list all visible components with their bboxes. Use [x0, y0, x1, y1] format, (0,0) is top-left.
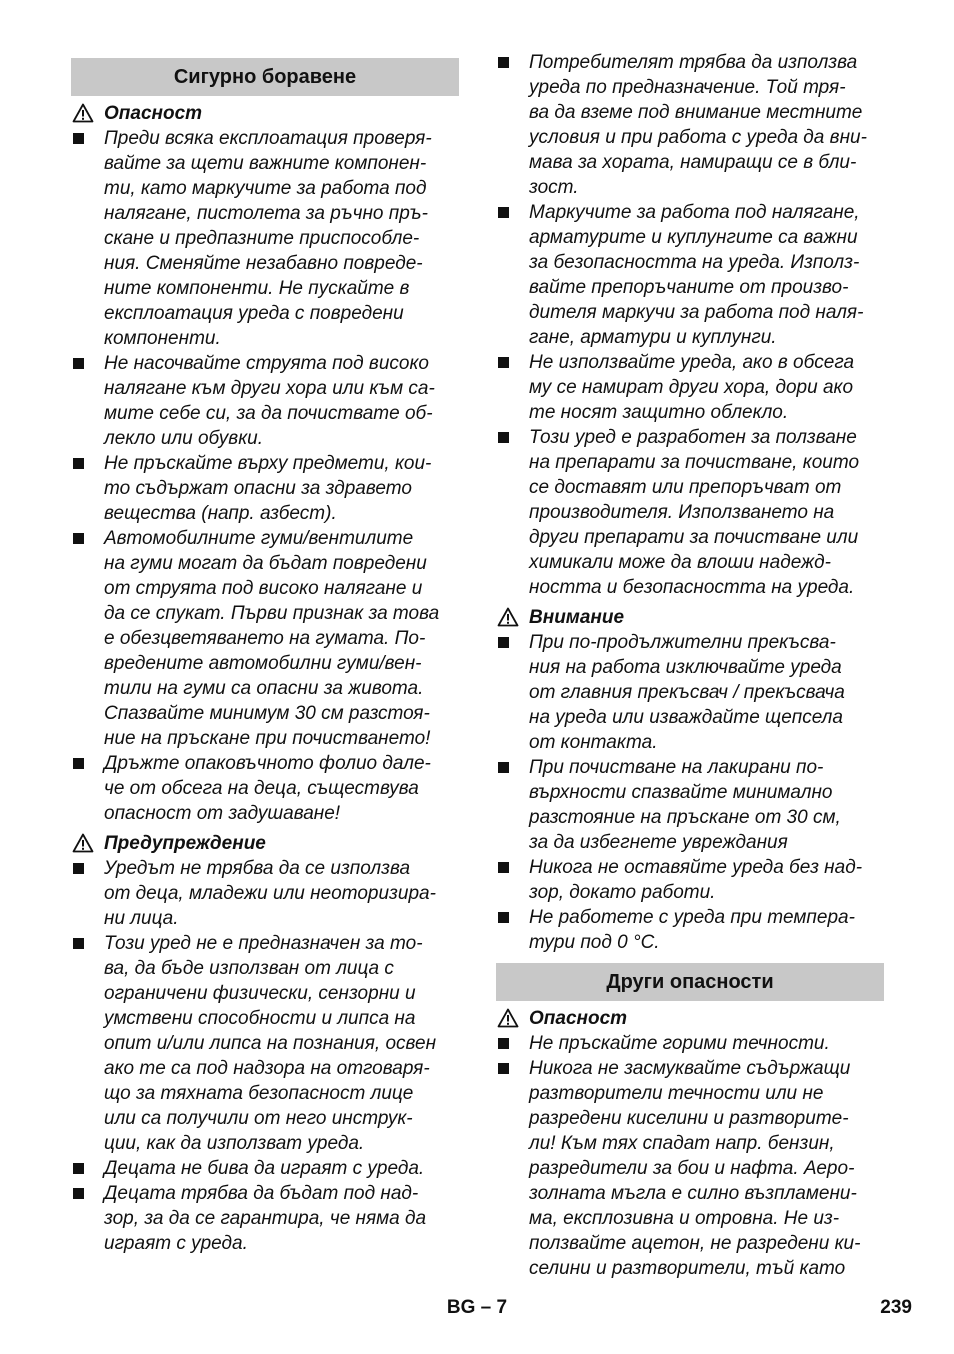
list-item-line: При почистване на лакирани по-	[529, 757, 824, 778]
bullet-list	[496, 630, 884, 955]
square-bullet-icon	[498, 1038, 509, 1049]
list-item-line: Децата не бива да играят с уреда.	[104, 1158, 425, 1179]
list-item-line: золната мъгла е силно възпламени-	[529, 1183, 857, 1204]
list-item-line: ните компоненти. Не пускайте в	[104, 278, 410, 299]
list-item-line: вайте за щети важните компонен-	[104, 153, 427, 174]
list-item-line: гане, арматури и куплунги.	[529, 327, 777, 348]
list-item-line: те носят защитно облекло.	[529, 402, 789, 423]
square-bullet-icon	[73, 358, 84, 369]
danger-heading	[71, 101, 459, 126]
square-bullet-icon	[498, 912, 509, 923]
list-item-line: то съдържат опасни за здравето	[104, 478, 412, 499]
list-item	[496, 905, 884, 955]
list-item	[496, 755, 884, 855]
square-bullet-icon	[498, 637, 509, 648]
square-bullet-icon	[73, 938, 84, 949]
list-item-line: ността и безопасността на уреда.	[529, 577, 855, 598]
list-item-line: производителя. Използването на	[529, 502, 835, 523]
bullet-list	[71, 126, 459, 826]
list-item	[71, 751, 459, 826]
left-groups	[71, 101, 459, 1256]
list-item-line: Уредът не трябва да се използва	[104, 858, 411, 879]
list-item-line: че от обсега на деца, съществува	[104, 778, 419, 799]
list-item-line: умствени способности и липса на	[104, 1008, 416, 1029]
list-item-line: химикали може да влоши надежд-	[529, 552, 831, 573]
list-item-line: му се намират други хора, дори ако	[529, 377, 854, 398]
list-item-line: Маркучите за работа под налягане,	[529, 202, 860, 223]
list-item-line: ли! Към тях спадат напр. бензин,	[529, 1133, 835, 1154]
list-item	[71, 451, 459, 526]
square-bullet-icon	[73, 863, 84, 874]
list-item-line: Не работете с уреда при темпера-	[529, 907, 855, 928]
list-item-line: ма, експлозивна и отровна. Не из-	[529, 1208, 840, 1229]
list-item-line: експлоатация уреда с повредени	[104, 303, 404, 324]
list-item	[71, 1156, 459, 1181]
square-bullet-icon	[73, 533, 84, 544]
list-item	[496, 1031, 884, 1056]
list-item	[496, 200, 884, 350]
square-bullet-icon	[73, 758, 84, 769]
list-item-line: налягане към други хора или към са-	[104, 378, 435, 399]
list-item-line: от контакта.	[529, 732, 658, 753]
list-item-line: ва, да бъде използван от лица с	[104, 958, 394, 979]
list-item-line: е обезцветяването на гумата. По-	[104, 628, 426, 649]
list-item-line: Потребителят трябва да използва	[529, 52, 858, 73]
list-item-line: Никога не засмуквайте съдържащи	[529, 1058, 851, 1079]
list-item	[71, 526, 459, 751]
warning-heading	[71, 831, 459, 856]
list-item-line: вайте препоръчаните от произво-	[529, 277, 849, 298]
list-item-line: Автомобилните гуми/вентилите	[104, 528, 414, 549]
list-item-line: от струята под високо налягане и	[104, 578, 423, 599]
list-item-line: мите себе си, за да почиствате об-	[104, 403, 433, 424]
list-item-line: да се спукат. Първи признак за това	[104, 603, 440, 624]
list-item-line: мава за хората, намиращи се в бли-	[529, 152, 857, 173]
list-item-line: налягане, пистолета за ръчно пръ-	[104, 203, 428, 224]
danger-heading	[496, 1006, 884, 1031]
list-item-line: ния. Сменяйте незабавно повреде-	[104, 253, 423, 274]
list-item-line: ако те са под надзора на отговаря-	[104, 1058, 430, 1079]
list-item-line: зор, докато работи.	[529, 882, 716, 903]
list-item	[496, 350, 884, 425]
list-item-line: на уреда или изваждайте щепсела	[529, 707, 843, 728]
list-item-line: се доставят или препоръчват от	[529, 477, 842, 498]
list-item-line: Спазвайте минимум 30 см разстоя-	[104, 703, 430, 724]
danger-heading-label: Опасност	[104, 103, 203, 124]
list-item-line: що за тяхната безопасност лице	[104, 1083, 414, 1104]
square-bullet-icon	[73, 133, 84, 144]
list-item-line: опасност от задушаване!	[104, 803, 341, 824]
list-item-line: ползвайте ацетон, не разредени ки-	[529, 1233, 861, 1254]
list-item-line: компоненти.	[104, 328, 221, 349]
list-item-line: тури под 0 °C.	[529, 932, 660, 953]
list-item-line: При по-продължителни прекъсва-	[529, 632, 836, 653]
list-item-line: играят с уреда.	[104, 1233, 248, 1254]
list-item-line: зост.	[529, 177, 579, 198]
list-item-line: Дръжте опаковъчното фолио дале-	[104, 753, 431, 774]
hazard-group	[71, 831, 459, 1256]
bullet-list	[71, 856, 459, 1256]
list-item-line: или са получили от него инструк-	[104, 1108, 413, 1129]
square-bullet-icon	[498, 57, 509, 68]
footer-label: BG – 7	[446, 1297, 508, 1318]
list-item-line: Преди всяка експлоатация проверя-	[104, 128, 432, 149]
square-bullet-icon	[498, 862, 509, 873]
danger-group	[496, 1006, 884, 1281]
list-item-line: от главния прекъсвач / прекъсвача	[529, 682, 845, 703]
warning-heading-label: Предупреждение	[104, 833, 266, 854]
list-item-line: тили на гуми са опасни за живота.	[104, 678, 424, 699]
list-item-line: арматурите и куплунгите са важни	[529, 227, 858, 248]
list-item-line: ние на пръскане при почистването!	[104, 728, 431, 749]
page-number: 239	[880, 1297, 912, 1318]
list-item	[496, 425, 884, 600]
bullet-list	[496, 1031, 884, 1281]
list-item-line: вещества (напр. азбест).	[104, 503, 337, 524]
square-bullet-icon	[73, 1163, 84, 1174]
list-item-line: Никога не оставяйте уреда без над-	[529, 857, 863, 878]
list-item	[71, 351, 459, 451]
list-item-line: ния на работа изключвайте уреда	[529, 657, 842, 678]
list-item-line: за да избегнете увреждания	[529, 832, 788, 853]
attention-heading	[496, 605, 884, 630]
list-item-line: Не пръскайте горими течности.	[529, 1033, 830, 1054]
square-bullet-icon	[498, 762, 509, 773]
square-bullet-icon	[498, 1063, 509, 1074]
section-title-safe-handling: Сигурно боравене	[71, 58, 459, 96]
list-item-line: Не използвайте уреда, ако в обсега	[529, 352, 855, 373]
hazard-group	[71, 101, 459, 826]
square-bullet-icon	[73, 1188, 84, 1199]
list-item-line: селини и разтворители, тъй като	[529, 1258, 846, 1279]
list-item-line: разредени киселини и разтворите-	[529, 1108, 849, 1129]
list-item	[71, 126, 459, 351]
list-item-line: Не пръскайте върху предмети, кои-	[104, 453, 432, 474]
list-item	[71, 1181, 459, 1256]
list-item-line: други препарати за почистване или	[529, 527, 859, 548]
list-item	[496, 50, 884, 200]
list-item-line: ти, като маркучите за работа под	[104, 178, 427, 199]
list-item-line: опит и/или липса на познания, освен	[104, 1033, 437, 1054]
list-item-line: Този уред не е предназначен за то-	[104, 933, 423, 954]
attention-group	[496, 605, 884, 955]
list-item	[496, 1056, 884, 1281]
list-item-line: вредените автомобилни гуми/вен-	[104, 653, 422, 674]
attention-heading-label: Внимание	[529, 607, 625, 628]
list-item-line: дителя маркучи за работа под наля-	[529, 302, 864, 323]
right-column	[496, 50, 884, 1281]
list-item-line: Този уред е разработен за ползване	[529, 427, 857, 448]
list-item-line: зор, за да се гарантира, че няма да	[104, 1208, 427, 1229]
list-item-line: разтворители течности или не	[529, 1083, 824, 1104]
list-item	[496, 630, 884, 755]
list-item-line: Не насочвайте струята под високо	[104, 353, 429, 374]
square-bullet-icon	[73, 458, 84, 469]
right-intro-list	[496, 50, 884, 600]
square-bullet-icon	[498, 357, 509, 368]
square-bullet-icon	[498, 432, 509, 443]
list-item-line: на препарати за почистване, които	[529, 452, 860, 473]
list-item-line: върхности спазвайте минимално	[529, 782, 833, 803]
list-item-line: на гуми могат да бъдат повредени	[104, 553, 427, 574]
list-item-line: разстояние на пръскане от 30 см,	[529, 807, 841, 828]
danger-heading-label: Опасност	[529, 1008, 628, 1029]
section-title-other-hazards: Други опасности	[496, 963, 884, 1001]
list-item-line: за безопасността на уреда. Използ-	[529, 252, 860, 273]
list-item	[71, 931, 459, 1156]
list-item-line: ни лица.	[104, 908, 179, 929]
list-item	[71, 856, 459, 931]
list-item	[496, 855, 884, 905]
list-item-line: уреда по предназначение. Той тря-	[529, 77, 846, 98]
list-item-line: ва да вземе под внимание местните	[529, 102, 863, 123]
list-item-line: лекло или обувки.	[104, 428, 264, 449]
list-item-line: условия и при работа с уреда да вни-	[529, 127, 867, 148]
list-item-line: разредители за бои и нафта. Аеро-	[529, 1158, 855, 1179]
list-item-line: скане и предпазните приспособле-	[104, 228, 420, 249]
list-item-line: Децата трябва да бъдат под над-	[104, 1183, 419, 1204]
square-bullet-icon	[498, 207, 509, 218]
list-item-line: от деца, младежи или неоторизира-	[104, 883, 436, 904]
left-column	[71, 50, 459, 1256]
list-item-line: ции, как да използват уреда.	[104, 1133, 365, 1154]
list-item-line: ограничени физически, сензорни и	[104, 983, 416, 1004]
